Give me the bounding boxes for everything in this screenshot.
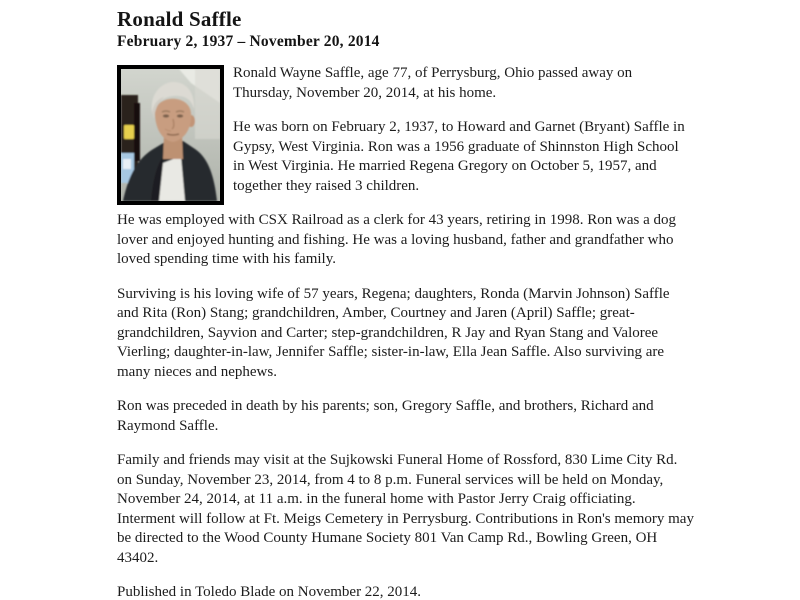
obituary-paragraph-survivors: Surviving is his loving wife of 57 years, Regena; daughters, Ronda (Marvin Johnson) Saffle and Rita (Ron) Stang; grandchildren, Amber, Courtney and Jaren (April) Saffle; great-grandchildren, Sayvion and Carter; step-grandchildren, R Jay and Ryan Stang and Valoree Vierling; daughter-in-law, Jennifer Saffle; sister-in-law, Ella Jean Saffle. Also surviving are many nieces and nephews. xyxy=(117,285,670,380)
obituary-body xyxy=(117,64,694,600)
obituary-paragraph-birth-education: He was born on February 2, 1937, to Howard and Garnet (Bryant) Saffle in Gypsy, West Virginia. Ron was a 1956 graduate of Shinnston High School in West Virginia. He married Regena Gregory on October 5, 1957, and together they raised 3 children. xyxy=(233,119,685,194)
life-dates: February 2, 1937 – November 20, 2014 xyxy=(117,33,380,50)
obituary-paragraph-death-notice: Ronald Wayne Saffle, age 77, of Perrysburg, Ohio passed away on Thursday, November 20, 2014, at his home. xyxy=(233,65,633,101)
portrait-photo xyxy=(117,65,224,205)
deceased-name-title: Ronald Saffle xyxy=(117,7,242,31)
obituary-paragraph-publication: Published in Toledo Blade on November 22, 2014. xyxy=(117,584,422,600)
obituary-paragraph-predeceased: Ron was preceded in death by his parents; son, Gregory Saffle, and brothers, Richard and Raymond Saffle. xyxy=(117,398,654,434)
obituary-paragraph-career-hobbies: He was employed with CSX Railroad as a clerk for 43 years, retiring in 1998. Ron was a dog lover and enjoyed hunting and fishing. He was a loving husband, father and grandfather who loved spending time with his family. xyxy=(117,212,677,267)
obituary-paragraph-services: Family and friends may visit at the Sujkowski Funeral Home of Rossford, 830 Lime City Rd. on Sunday, November 23, 2014, from 4 to 8 p.m. Funeral services will be held on Monday, November 24, 2014, at 11 a.m. in the funeral home with Pastor Jerry Craig officiating. Interment will follow at Ft. Meigs Cemetery in Perrysburg. Contributions in Ron's memory may be directed to the Wood County Humane Society 801 Van Camp Rd., Bowling Green, OH 43402. xyxy=(117,452,694,566)
portrait-photo-image xyxy=(121,69,220,201)
